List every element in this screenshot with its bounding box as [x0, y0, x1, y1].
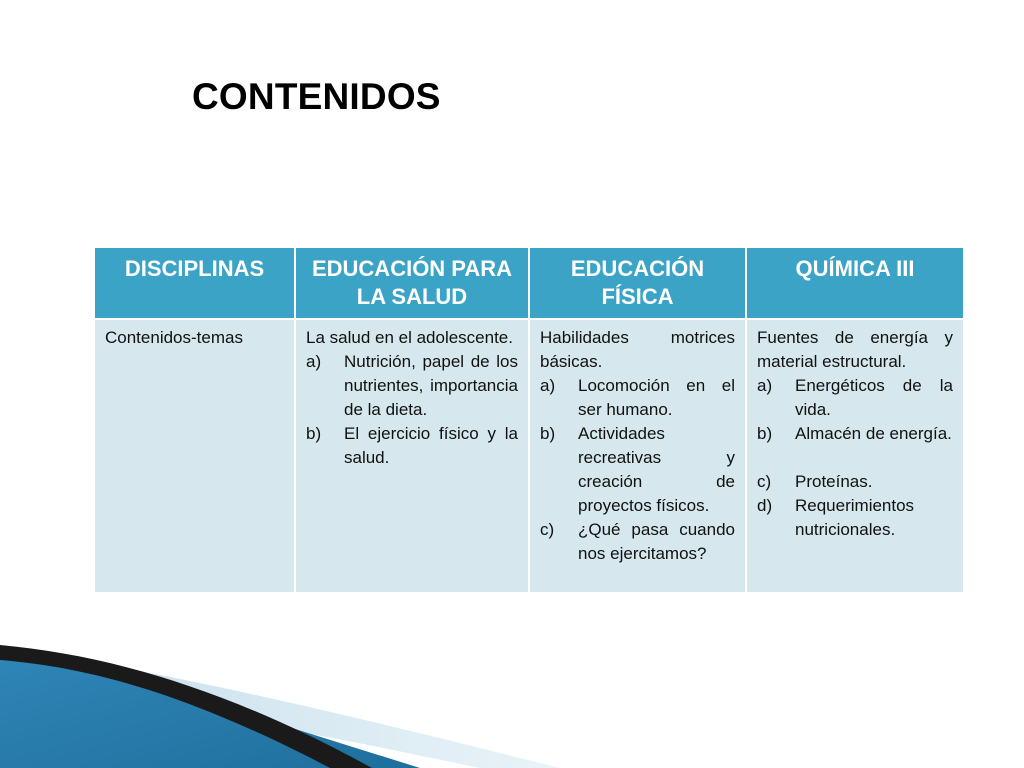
slide-title: CONTENIDOS: [192, 76, 441, 117]
list-item-text: ¿Qué pasa cuando nos ejercitamos?: [578, 520, 735, 563]
fisica-intro: Habilidades motrices básicas.: [540, 328, 735, 371]
header-quimica: QUÍMICA III: [746, 247, 964, 319]
salud-topic-list: [306, 350, 518, 470]
row-label-text: Contenidos-temas: [105, 328, 243, 347]
list-marker: b): [306, 424, 322, 443]
cell-educacion-fisica: [529, 319, 746, 593]
list-item: [757, 422, 953, 446]
header-disciplinas: DISCIPLINAS: [94, 247, 295, 319]
header-educacion-salud: EDUCACIÓN PARA LA SALUD: [295, 247, 529, 319]
list-marker: b): [757, 424, 773, 443]
wave-dark-stroke: [0, 645, 372, 768]
fisica-topic-list: [540, 374, 735, 566]
list-item: [540, 422, 735, 518]
wave-blue-band: [0, 650, 420, 768]
list-item: [757, 494, 953, 542]
table-header-row: [94, 247, 964, 319]
wave-light-band: [0, 648, 560, 768]
list-item: [306, 350, 518, 422]
salud-intro: La salud en el adolescente.: [306, 328, 513, 347]
list-item-text: Almacén de energía.: [795, 424, 952, 443]
list-item: [757, 374, 953, 422]
list-marker: a): [757, 376, 773, 395]
list-item: [540, 518, 735, 566]
list-item-text: El ejercicio físico y la salud.: [344, 424, 518, 467]
header-educacion-fisica: EDUCACIÓN FÍSICA: [529, 247, 746, 319]
list-marker: c): [757, 472, 772, 491]
cell-quimica: [746, 319, 964, 593]
list-item: [757, 470, 953, 494]
list-marker: a): [540, 376, 556, 395]
table-row: [94, 319, 964, 593]
quimica-intro: Fuentes de energía y material estructural.: [757, 328, 953, 371]
contents-table: [93, 246, 965, 594]
list-item: [306, 422, 518, 470]
list-item-text: Nutrición, papel de los nutrientes, importancia de la dieta.: [344, 352, 518, 419]
list-marker: a): [306, 352, 322, 371]
quimica-topic-list: [757, 374, 953, 542]
list-marker: c): [540, 520, 555, 539]
list-item-text: Requerimientos nutricionales.: [795, 496, 915, 539]
list-item-text: Locomoción en el ser humano.: [578, 376, 735, 419]
list-marker: d): [757, 496, 773, 515]
list-item-text: Proteínas.: [795, 472, 873, 491]
list-item: [540, 374, 735, 422]
list-item-text: Energéticos de la vida.: [795, 376, 953, 419]
cell-educacion-salud: [295, 319, 529, 593]
row-label: [94, 319, 295, 593]
list-marker: b): [540, 424, 556, 443]
list-item-text: Actividades recreativas y creación de proyectos físicos.: [578, 424, 735, 515]
